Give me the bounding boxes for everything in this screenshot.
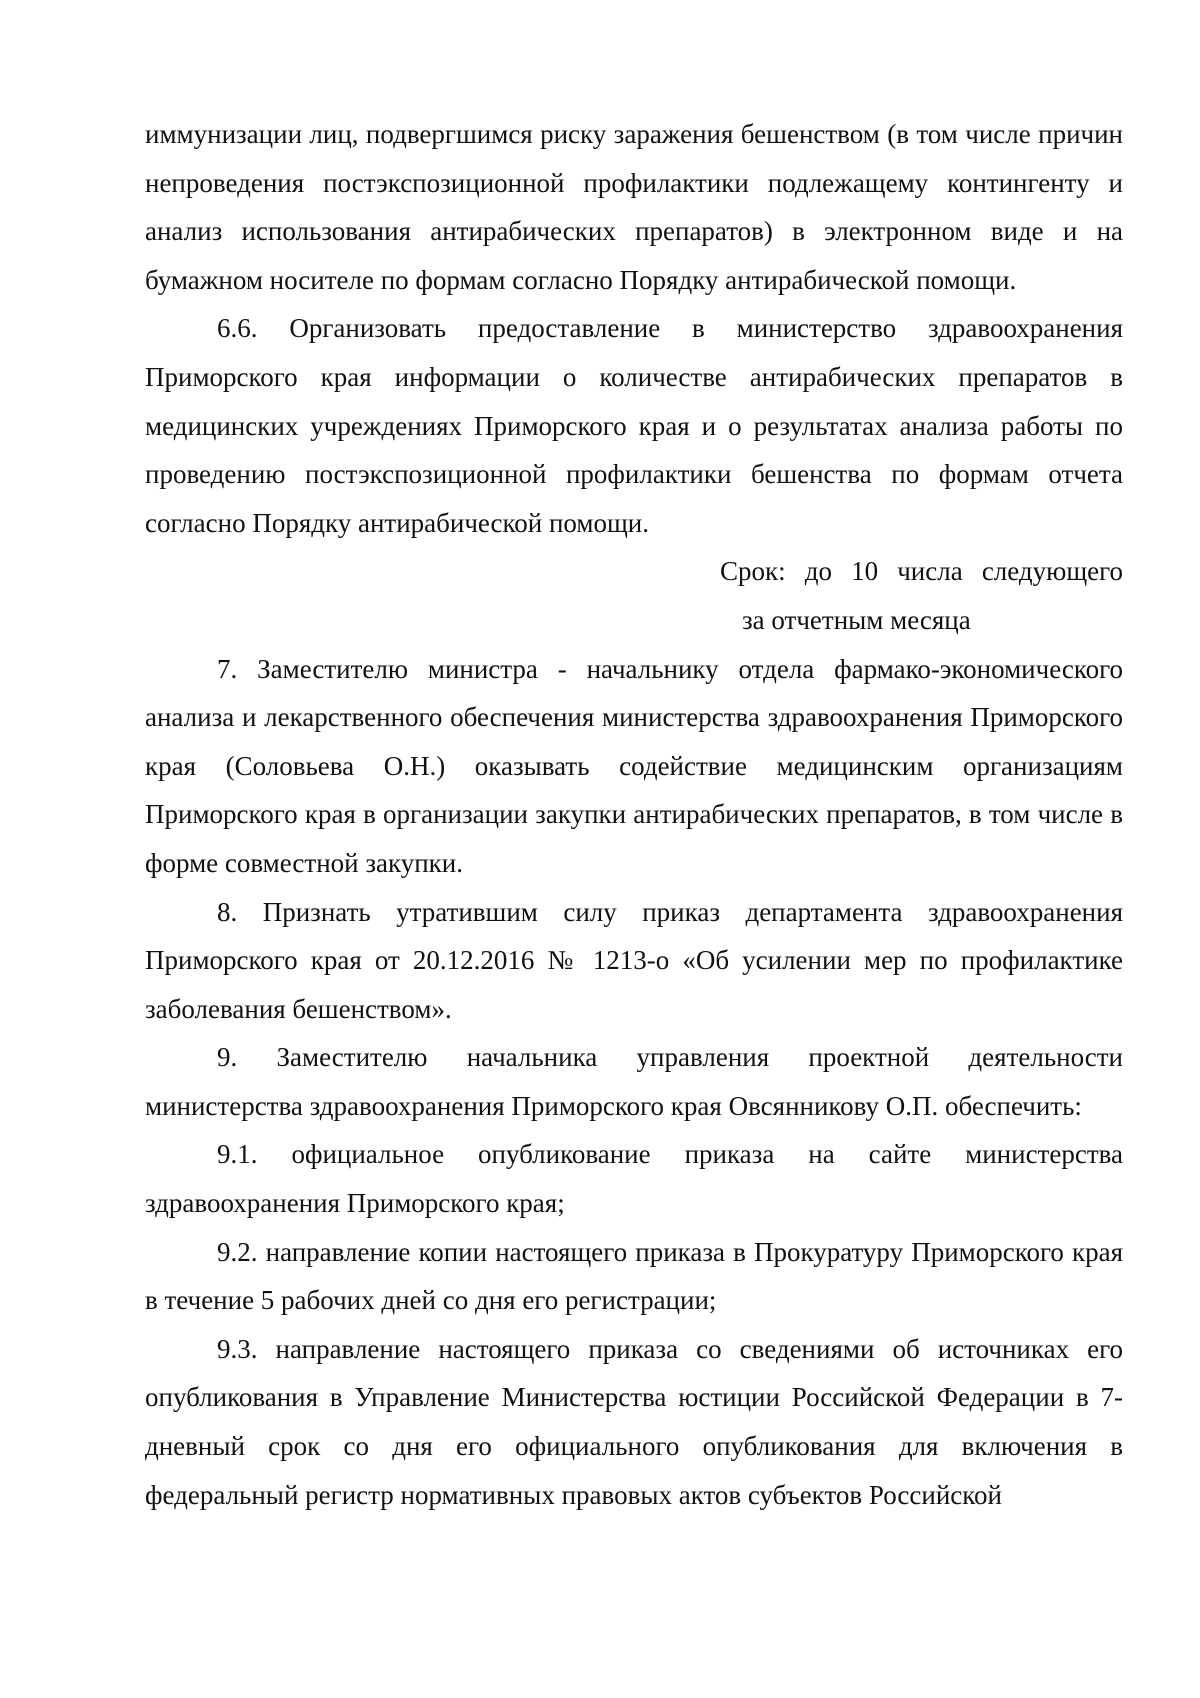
paragraph-continuation: иммунизации лиц, подвергшимся риску заражения бешенством (в том числе причин непроведения постэкспозиционной профилактики подлежащему контингенту и анализ использования антирабических препаратов) в электронном виде и на бумажном носителе по формам согласно Порядку антирабической помощи. <box>145 119 1123 295</box>
paragraph-9-2: 9.2. направление копии настоящего приказа в Прокуратуру Приморского края в течение 5 рабочих дней со дня его регистрации; <box>145 1236 1123 1316</box>
paragraph-7: 7. Заместителю министра - начальнику отдела фармако-экономического анализа и лекарственного обеспечения министерства здравоохранения Приморского края (Соловьева О.Н.) оказывать содействие медицинским организациям Приморского края в организации закупки антирабических препаратов, в том числе в форме совместной закупки. <box>145 653 1123 878</box>
paragraph-9-3: 9.3. направление настоящего приказа со сведениями об источниках его опубликования в Управление Министерства юстиции Российской Федерации в 7-дневный срок со дня его официального опубликования для включения в федеральный регистр нормативных правовых актов субъектов Российской <box>145 1333 1123 1510</box>
document-body <box>145 110 1123 1519</box>
paragraph-9-1: 9.1. официальное опубликование приказа на сайте министерства здравоохранения Приморского края; <box>145 1139 1123 1219</box>
paragraph-8: 8. Признать утратившим силу приказ департамента здравоохранения Приморского края от 20.12.2016 № 1213-о «Об усилении мер по профилактике заболевания бешенством». <box>145 896 1123 1024</box>
deadline-note <box>145 547 1123 644</box>
deadline-line-1: Срок: до 10 числа следующего <box>720 556 1123 587</box>
paragraph-6-6: 6.6. Организовать предоставление в министерство здравоохранения Приморского края информации о количестве антирабических препаратов в медицинских учреждениях Приморского края и о результатах анализа работы по проведению постэкспозиционной профилактики бешенства по формам отчета согласно Порядку антирабической помощи. <box>145 313 1123 538</box>
deadline-line-2: за отчетным месяца <box>742 604 971 635</box>
paragraph-9: 9. Заместителю начальника управления проектной деятельности министерства здравоохранения Приморского края Овсянникову О.П. обеспечить: <box>145 1042 1123 1121</box>
